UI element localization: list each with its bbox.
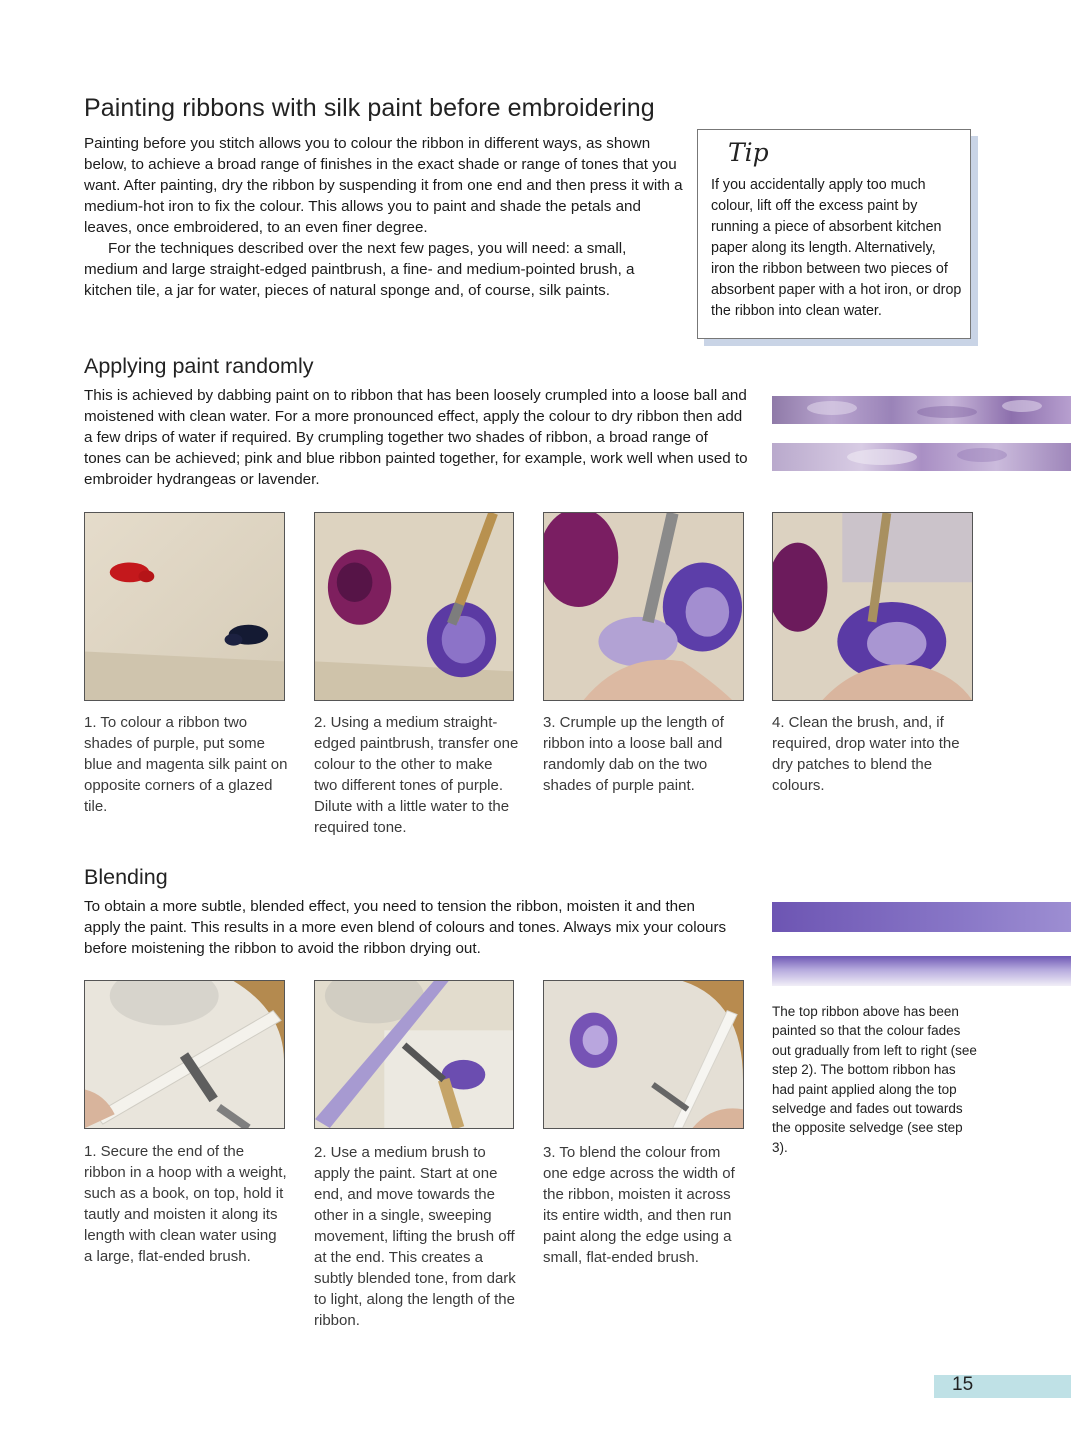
ribbon-sample-blend-top	[772, 902, 1071, 932]
caption-blend-step-1: 1. Secure the end of the ribbon in a hoop with a weight, such as a book, on top, hold it tautly and moisten it along its length with clean water using a large, flat-ended brush.	[84, 1143, 287, 1265]
caption-random-step-1: 1. To colour a ribbon two shades of purple, put some blue and magenta silk paint on opposite corners of a glazed tile.	[84, 714, 288, 815]
ribbon-sample-random-bottom	[772, 443, 1071, 471]
random-heading: Applying paint randomly	[84, 354, 314, 378]
intro-text	[84, 133, 684, 301]
tip-text: If you accidentally apply too much colour, lift off the excess paint by running a piece of absorbent kitchen paper along its length. Alternatively, iron the ribbon between two pieces of absorbent paper with a hot iron, or drop the ribbon into clean water.	[711, 177, 962, 319]
caption-random-step-3: 3. Crumple up the length of ribbon into a loose ball and randomly dab on the two shades of purple paint.	[543, 714, 724, 794]
page-title: Painting ribbons with silk paint before embroidering	[84, 94, 655, 122]
tip-box	[697, 129, 971, 339]
caption-blend-step-2: 2. Use a medium brush to apply the paint. Start at one end, and move towards the other in a single, sweeping movement, lifting the brush off at the end. This creates a subtly blended tone, from dark to light, along the length of the ribbon.	[314, 1144, 516, 1329]
intro-paragraph-1: Painting before you stitch allows you to colour the ribbon in different ways, as shown below, to achieve a broad range of finishes in the exact shade or range of tones that you want. After painting, dry the ribbon by suspending it from one end and then press it with a medium-hot iron to fix the colour. This allows you to paint and shade the petals and leaves, once embroidered, to an even finer degree.	[84, 135, 683, 236]
blending-text: To obtain a more subtle, blended effect, you need to tension the ribbon, moisten it and then apply the paint. This results in a more even blend of colours and tones. Always mix your colours before moistening the ribbon to avoid the ribbon drying out.	[84, 898, 727, 957]
page-number: 15	[952, 1374, 974, 1395]
tip-title: Tip	[728, 138, 769, 167]
caption-blend-step-3: 3. To blend the colour from one edge across the width of the ribbon, moisten it across its entire width, and then run paint along the edge using a small, flat-ended brush.	[543, 1144, 735, 1266]
random-text: This is achieved by dabbing paint on to ribbon that has been loosely crumpled into a loose ball and moistened with clean water. For a more pronounced effect, apply the colour to dry ribbon then add a few drips of water if required. By crumpling together two shades of ribbon, a broad range of tones can be achieved; pink and blue ribbon painted together, for example, work well when used to embroider hydrangeas or lavender.	[84, 387, 748, 488]
photo-random-step-3	[543, 512, 744, 701]
ribbon-sample-random-top	[772, 396, 1071, 424]
photo-blend-step-1	[84, 980, 285, 1129]
caption-random-step-4: 4. Clean the brush, and, if required, drop water into the dry patches to blend the colours.	[772, 714, 960, 794]
blending-heading: Blending	[84, 865, 168, 889]
caption-random-step-2: 2. Using a medium straight-edged paintbrush, transfer one colour to the other to make two different tones of purple. Dilute with a little water to the required tone.	[314, 714, 519, 836]
photo-blend-step-3	[543, 980, 744, 1129]
photo-random-step-2	[314, 512, 514, 701]
photo-random-step-4	[772, 512, 973, 701]
photo-random-step-1	[84, 512, 285, 701]
ribbon-caption: The top ribbon above has been painted so that the colour fades out gradually from left to right (see step 2). The bottom ribbon has had paint applied along the top selvedge and fades out towards the opposite selvedge (see step 3).	[772, 1004, 977, 1155]
photo-blend-step-2	[314, 980, 514, 1129]
ribbon-sample-blend-bottom	[772, 956, 1071, 986]
intro-paragraph-2: For the techniques described over the next few pages, you will need: a small, medium and large straight-edged paintbrush, a fine- and medium-pointed brush, a kitchen tile, a jar for water, pieces of natural sponge and, of course, silk paints.	[84, 240, 635, 299]
